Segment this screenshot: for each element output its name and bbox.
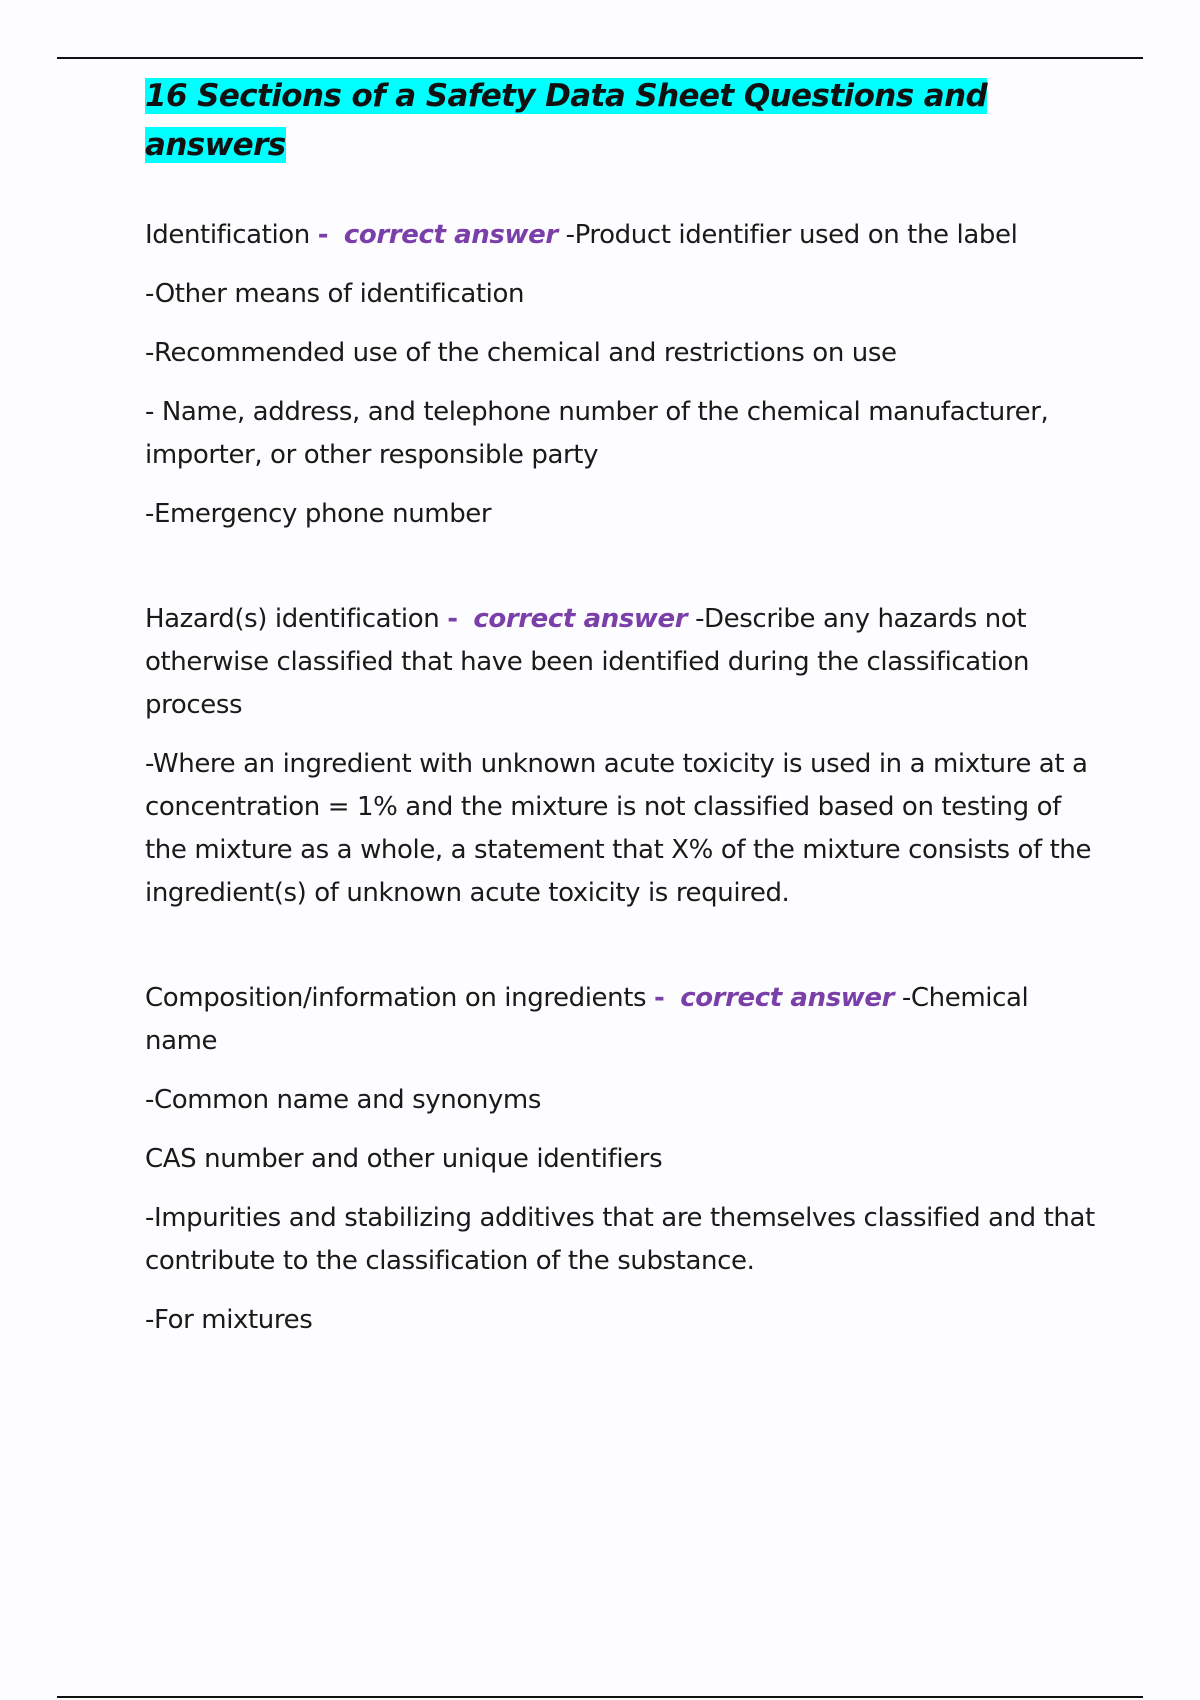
bottom-rule	[57, 1696, 1143, 1698]
answer-tag: correct answer	[473, 604, 688, 634]
question-line	[145, 214, 1095, 257]
separator: -	[317, 220, 329, 250]
answer-tag: correct answer	[680, 983, 895, 1013]
qa-item-composition	[145, 977, 1095, 1342]
question-line	[145, 977, 1095, 1063]
separator: -	[447, 604, 458, 634]
answer-line: -For mixtures	[145, 1305, 313, 1335]
question-text: Composition/information on ingredients	[145, 983, 647, 1013]
answer-line: -Other means of identification	[145, 279, 525, 309]
answer-tag: correct answer	[343, 220, 558, 250]
answer-line: -Where an ingredient with unknown acute toxicity is used in a mixture at a concentration = 1% and the mixture is not classified based on testing of the mixture as a whole, a statement that X% of the mixture consists of the ingredient(s) of unknown acute toxicity is required.	[145, 749, 1092, 908]
answer-line: - Name, address, and telephone number of the chemical manufacturer, importer, or other responsible party	[145, 397, 1049, 470]
answer-text: -Product identifier used on the label	[565, 220, 1018, 250]
answer-line: -Emergency phone number	[145, 499, 492, 529]
answer-line: CAS number and other unique identifiers	[145, 1144, 663, 1174]
question-line	[145, 598, 1095, 727]
question-text: Identification	[145, 220, 310, 250]
document-body	[145, 72, 1095, 1358]
qa-item-identification	[145, 214, 1095, 536]
qa-item-hazard-identification	[145, 598, 1095, 915]
answer-line: -Recommended use of the chemical and restrictions on use	[145, 338, 897, 368]
answer-line: -Impurities and stabilizing additives that are themselves classified and that contribute to the classification of the substance.	[145, 1203, 1095, 1276]
answer-line: -Common name and synonyms	[145, 1085, 541, 1115]
separator: -	[654, 983, 665, 1013]
answer-text: -Chemical name	[145, 983, 1029, 1056]
answer-text: -Describe any hazards not otherwise classified that have been identified during the classification process	[145, 604, 1030, 720]
question-text: Hazard(s) identification	[145, 604, 440, 634]
page-title	[145, 72, 1095, 170]
title-highlight: 16 Sections of a Safety Data Sheet Questions and answers	[145, 78, 988, 163]
top-rule	[57, 57, 1143, 59]
